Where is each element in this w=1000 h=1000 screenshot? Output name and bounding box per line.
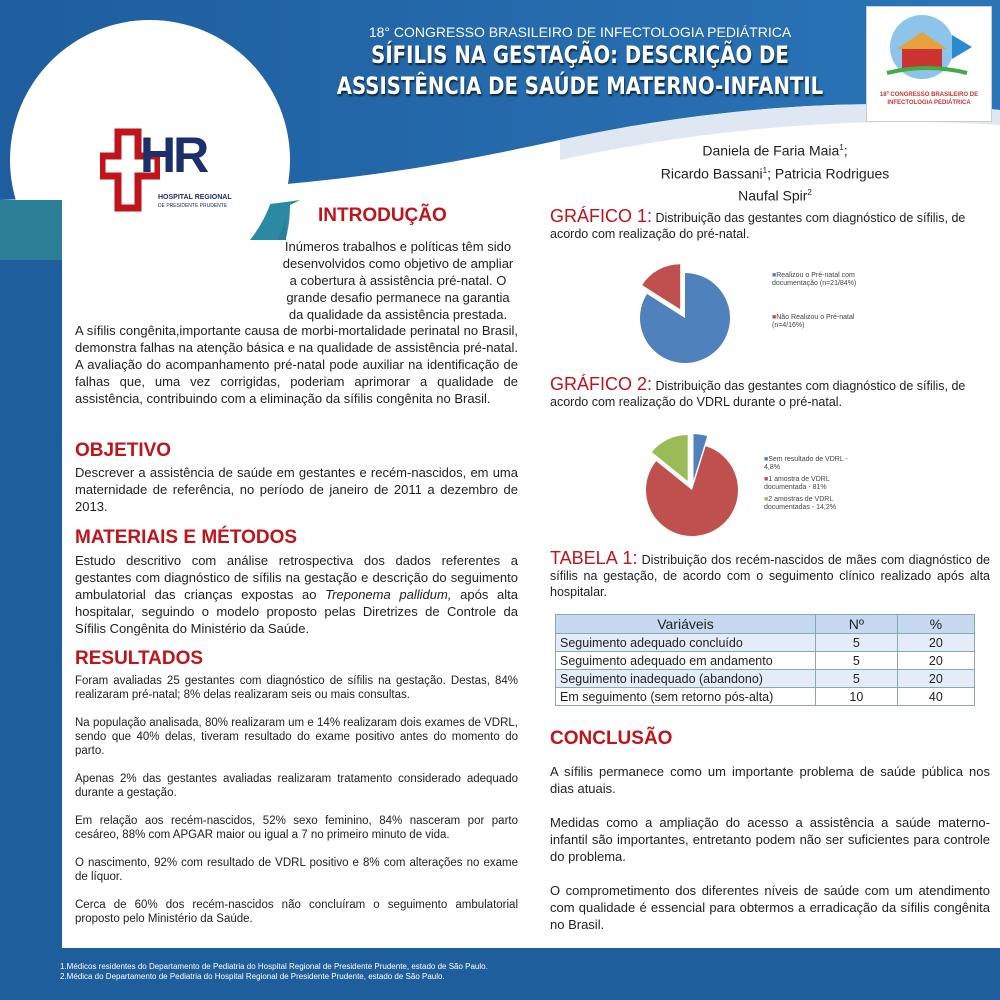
footer <box>0 948 1000 1000</box>
hospital-name: HOSPITAL REGIONAL <box>158 194 232 201</box>
table-cell: Seguimento adequado em andamento <box>556 652 816 670</box>
author-4: Naufal Spir <box>738 187 808 204</box>
legend-item: ■2 amostras de VDRL documentadas - 14,2% <box>764 496 836 511</box>
affiliation-mark: 1 <box>839 143 844 152</box>
legend-item: ■1 amostra de VDRL documentada - 81% <box>764 476 830 491</box>
pie-slice <box>646 446 738 536</box>
legend-label: 2 amostras de VDRL documentadas - 14,2% <box>764 496 836 511</box>
conclusao-paragraph: A sífilis permanece como um importante problema de saúde pública nos dias atuais. <box>550 764 990 796</box>
table-row <box>556 634 975 652</box>
chart2-title <box>550 376 990 410</box>
hospital-city: DE PRESIDENTE PRUDENTE <box>158 203 228 209</box>
author-3: ; Patricia Rodrigues <box>767 165 890 182</box>
table-cell: 40 <box>897 688 974 706</box>
metodos-text <box>75 552 518 637</box>
chart2-legend <box>764 456 854 512</box>
organism-name: Treponema pallidum, <box>325 587 452 602</box>
results-table <box>555 614 975 706</box>
left-stripe-top <box>0 200 62 260</box>
chart2-caption: Distribuição das gestantes com diagnóstico de sífilis, de acordo com realização do VDRL durante o pré-natal. <box>550 379 966 409</box>
column-header: Nº <box>816 615 898 634</box>
resultados-body <box>75 674 518 926</box>
poster-title: SÍFILIS NA GESTAÇÃO: DESCRIÇÃO DE ASSISTÊNCIA DE SAÚDE MATERNO-INFANTIL <box>336 41 824 100</box>
legend-label: Sem resultado de VDRL - 4,8% <box>764 456 848 471</box>
conclusao-paragraph: Medidas como a ampliação do acesso a assistência a saúde materno-infantil são importantes, entretanto podem não ser suficientes para controle do problema. <box>550 815 990 864</box>
congress-logo-graphic <box>867 7 991 87</box>
affiliation-mark: 2 <box>807 188 812 198</box>
table-cell: 20 <box>897 652 974 670</box>
metodos-heading: MATERIAIS E MÉTODOS <box>75 527 298 548</box>
table-cell: 20 <box>897 670 974 688</box>
authors <box>610 138 940 206</box>
author-1: Daniela de Faria Maia <box>702 142 840 159</box>
objetivo-heading: OBJETIVO <box>75 440 172 461</box>
chart1-title <box>550 208 990 242</box>
legend-label: 1 amostra de VDRL documentada - 81% <box>764 476 830 491</box>
chart1-caption: Distribuição das gestantes com diagnóstico de sífilis, de acordo com realização do pré-natal. <box>550 211 966 241</box>
metodos-text-b: após alta hospitalar, seguindo o modelo proposto pelas Diretrizes de Controle da Sífilis Congênita do Ministério da Saúde. <box>75 587 519 636</box>
legend-label: Realizou o Pré-natal com documentação (n=21/84%) <box>772 272 857 287</box>
table-cell: Em seguimento (sem retorno pós-alta) <box>556 688 816 706</box>
affiliation-mark: 1 <box>762 165 768 175</box>
conclusao-body <box>550 763 990 933</box>
chart1-legend <box>772 272 872 330</box>
table-title <box>550 550 990 600</box>
table-cell: Seguimento adequado concluído <box>556 634 816 652</box>
left-stripe <box>0 240 62 948</box>
author-2: Ricardo Bassani <box>660 165 763 182</box>
footnote: 2.Médica do Departamento de Pediatria do Hospital Regional de Presidente Prudente, estado de São Paulo. <box>60 972 445 981</box>
legend-label: Não Realizou o Pré-natal (n=4/16%) <box>772 314 855 329</box>
resultados-paragraph: Em relação aos recém-nascidos, 52% sexo feminino, 84% nasceram por parto cesáreo, 88% com APGAR maior ou igual a 7 no primeiro minuto de vida. <box>75 815 518 841</box>
table-row <box>556 688 975 706</box>
table-cell: Seguimento inadequado (abandono) <box>556 670 816 688</box>
table-cell: 5 <box>816 652 898 670</box>
table-row <box>556 652 975 670</box>
column-header: Variáveis <box>556 615 816 634</box>
resultados-paragraph: Apenas 2% das gestantes avaliadas realizaram tratamento considerado adequado durante a gestação. <box>75 773 518 799</box>
table-cell: 20 <box>897 634 974 652</box>
conclusao-paragraph: O comprometimento dos diferentes níveis de saúde com um atendimento com qualidade é essencial para obtermos a erradicação da sífilis congênita no Brasil. <box>550 883 990 932</box>
resultados-heading: RESULTADOS <box>75 648 204 669</box>
chart1-pie <box>615 250 755 370</box>
congress-name: 18° CONGRESSO BRASILEIRO DE INFECTOLOGIA PEDIÁTRICA <box>368 24 792 40</box>
hospital-logo-hr: HR <box>140 127 207 183</box>
table-header-row <box>556 615 975 634</box>
resultados-paragraph: Cerca de 60% dos recém-nascidos não concluíram o seguimento ambulatorial proposto pelo Ministério da Saúde. <box>75 899 518 925</box>
legend-item: ■Sem resultado de VDRL - 4,8% <box>764 456 848 471</box>
resultados-paragraph: O nascimento, 92% com resultado de VDRL positivo e 8% com alterações no exame de líquor. <box>75 857 518 883</box>
intro-heading: INTRODUÇÃO <box>318 205 447 226</box>
chart1-label: GRÁFICO 1: <box>550 206 653 226</box>
hospital-logo <box>100 128 240 213</box>
legend-item: ■Realizou o Pré-natal com documentação (n=21/84%) <box>772 272 857 287</box>
objetivo-text: Descrever a assistência de saúde em gestantes e recém-nascidos, em uma maternidade de referência, no período de janeiro de 2011 a dezembro de 2013. <box>75 465 518 514</box>
intro-p1: Inúmeros trabalhos e políticas têm sido desenvolvidos como objetivo de ampliar a cobertura à assistência pré-natal. O grande desafio permanece na garantia da qualidade da assistência prestada. <box>282 239 514 322</box>
congress-logo-text: 18º CONGRESSO BRASILEIRO DE INFECTOLOGIA PEDIÁTRICA <box>879 92 979 106</box>
table-cell: 5 <box>816 670 898 688</box>
footnote: 1.Médicos residentes do Departamento de Pediatria do Hospital Regional de Presidente Prudente, estado de São Paulo. <box>60 962 488 971</box>
resultados-paragraph: Na população analisada, 80% realizaram um e 14% realizaram dois exames de VDRL, sendo que 40% delas, tiveram resultado do exame positivo antes do momento do parto. <box>75 717 518 757</box>
table-cell: 10 <box>816 688 898 706</box>
table-label: TABELA 1: <box>550 548 638 568</box>
intro-p2: A sífilis congênita,importante causa de morbi-mortalidade perinatal no Brasil, demonstra falhas na atenção básica e na qualidade de assistência pré-natal. A avaliação do acompanhamento pré-natal pode auxiliar na identificação de falhas que, uma vez corrigidas, poderiam aprimorar a qualidade de assistência, contribuindo com a eliminação da sífilis congênita no Brasil. <box>75 323 518 406</box>
chart2-pie <box>630 420 770 550</box>
metodos-text-a: Estudo descritivo com análise retrospectiva dos dados referentes a gestantes com diagnóstico de sífilis na gestação e descrição do seguimento ambulatorial das crianças expostas ao <box>75 553 518 602</box>
column-header: % <box>897 615 974 634</box>
chart2-label: GRÁFICO 2: <box>550 374 653 394</box>
congress-logo <box>866 6 992 122</box>
table-row <box>556 670 975 688</box>
table-cell: 5 <box>816 634 898 652</box>
table-caption: Distribuição dos recém-nascidos de mães com diagnóstico de sífilis na gestação, de acordo com o seguimento clínico realizado após alta hospitalar. <box>550 553 990 599</box>
resultados-paragraph: Foram avaliadas 25 gestantes com diagnóstico de sífilis na gestação. Destas, 84% realizaram pré-natal; 8% delas realizaram seis ou mais consultas. <box>75 675 518 701</box>
separator: ; <box>843 142 848 159</box>
legend-item: ■Não Realizou o Pré-natal (n=4/16%) <box>772 314 855 329</box>
conclusao-heading: CONCLUSÃO <box>550 728 673 749</box>
